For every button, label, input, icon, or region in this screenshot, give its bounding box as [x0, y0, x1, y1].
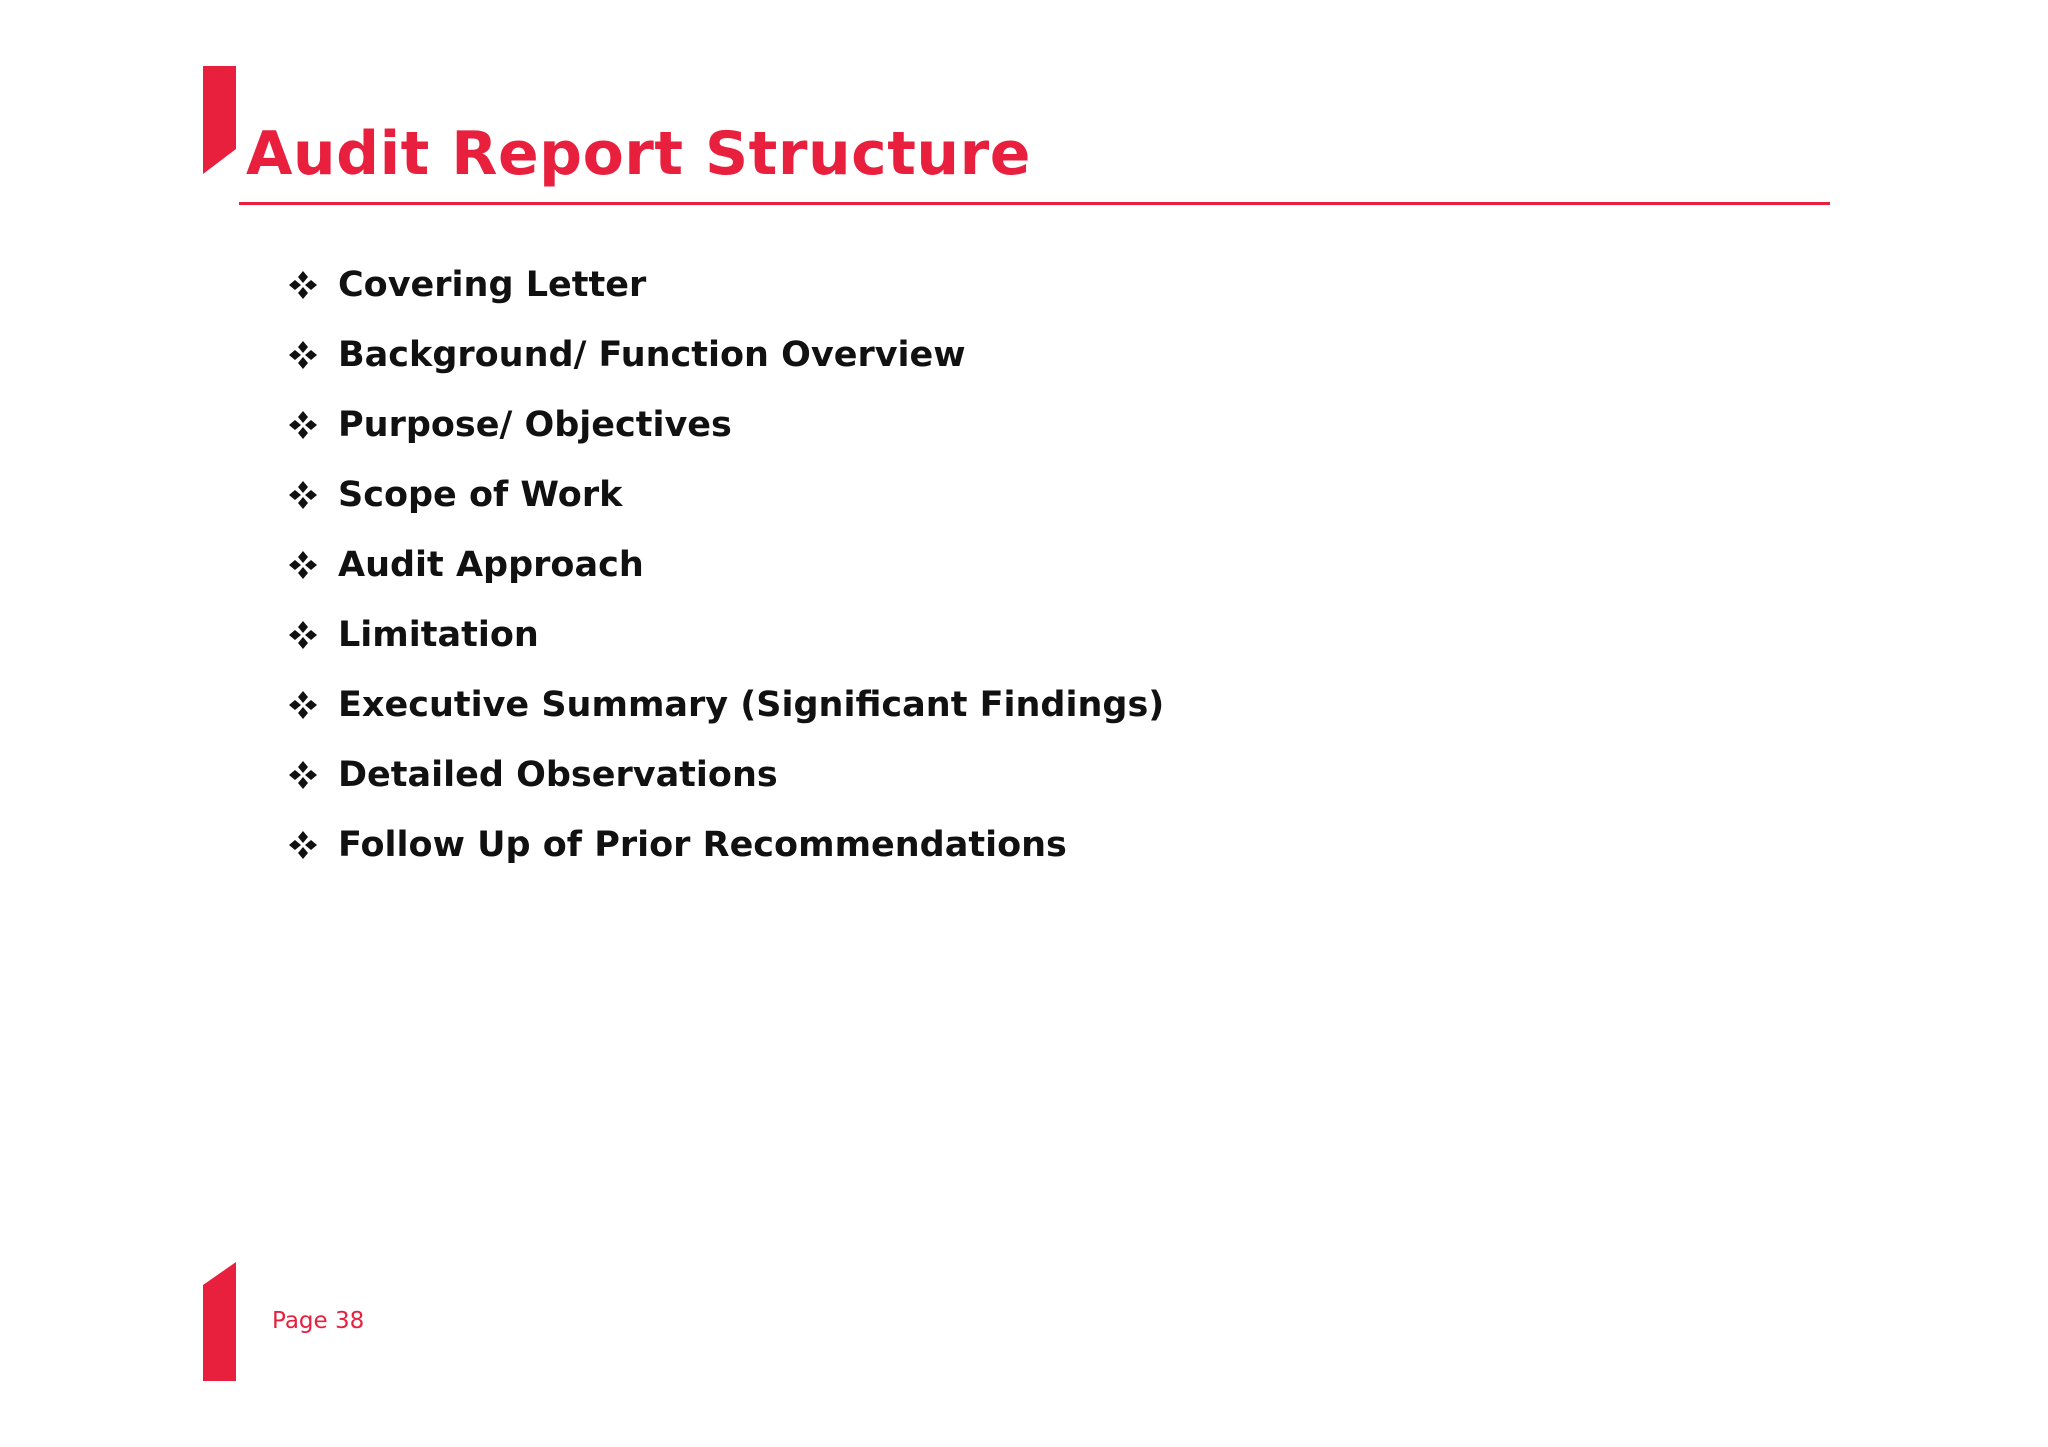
bullet-label: Scope of Work [338, 475, 623, 515]
diamond-bullet-icon [288, 760, 318, 790]
list-item [288, 460, 1164, 530]
bullet-label: Detailed Observations [338, 755, 778, 795]
diamond-bullet-icon [288, 620, 318, 650]
list-item [288, 530, 1164, 600]
bullet-list [288, 250, 1164, 880]
accent-bar-top [203, 66, 236, 174]
diamond-bullet-icon [288, 340, 318, 370]
diamond-bullet-icon [288, 830, 318, 860]
bullet-label: Follow Up of Prior Recommendations [338, 825, 1067, 865]
bullet-label: Background/ Function Overview [338, 335, 966, 375]
diamond-bullet-icon [288, 690, 318, 720]
accent-bar-bottom [203, 1262, 236, 1381]
bullet-label: Covering Letter [338, 265, 647, 305]
page-number: Page 38 [272, 1308, 365, 1334]
list-item [288, 390, 1164, 460]
title-underline [239, 202, 1830, 205]
bullet-label: Executive Summary (Significant Findings) [338, 685, 1165, 725]
diamond-bullet-icon [288, 480, 318, 510]
list-item [288, 670, 1164, 740]
list-item [288, 740, 1164, 810]
bullet-label: Audit Approach [338, 545, 644, 585]
diamond-bullet-icon [288, 550, 318, 580]
bullet-label: Purpose/ Objectives [338, 405, 732, 445]
slide-title: Audit Report Structure [246, 119, 1031, 189]
bullet-label: Limitation [338, 615, 539, 655]
list-item [288, 320, 1164, 390]
list-item [288, 250, 1164, 320]
diamond-bullet-icon [288, 270, 318, 300]
list-item [288, 810, 1164, 880]
list-item [288, 600, 1164, 670]
diamond-bullet-icon [288, 410, 318, 440]
